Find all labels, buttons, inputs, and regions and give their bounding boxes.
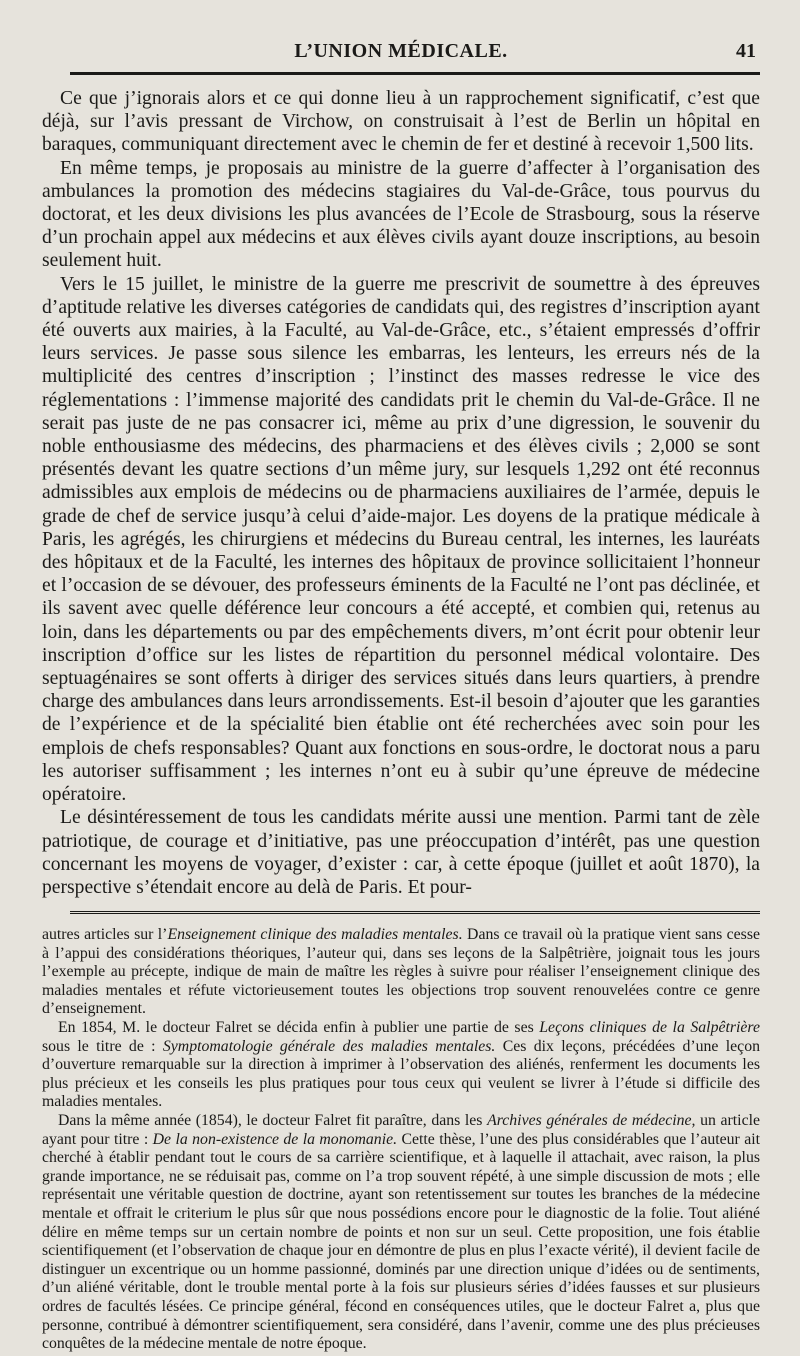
running-title: L’UNION MÉDICALE. [294, 40, 508, 62]
page-number: 41 [736, 40, 756, 62]
footnote-paragraph: Dans la même année (1854), le docteur Falret fit paraître, dans les Archives générales de médecine, un article ayant pour titre : De la non-existence de la monomanie. Cette thèse, l’une des plus considérables que l’auteur ait cherché à établir pendant tout le cours de sa carrière scientifique, et à laquelle il attachait, avec raison, la plus grande importance, ne se réduisait pas, comme on l’a trop souvent répété, à une simple discussion de mots ; elle représentait une véritable question de doctrine, ayant son retentissement sur toutes les branches de la médecine mentale et offrait le criterium le plus sûr que nous possédions encore pour le diagnostic de la folie. Tout aliéné délire en même temps sur un certain nombre de points et non sur un seul. Cette proposition, une fois établie scientifiquement (et l’observation de chaque jour en démontre de plus en plus l’exacte vérité), il devient facile de distinguer un excentrique ou un homme passionné, dominés par une direction unique d’idées ou de sentiments, d’un aliéné véritable, dont le trouble mental porte à la fois sur plusieurs séries d’idées fausses et sur plusieurs ordres de facultés lésées. Ce principe général, fécond en conséquences utiles, que le docteur Falret a, plus que personne, contribué à démontrer scientifiquement, sera considéré, dans l’avenir, comme une des plus précieuses conquêtes de la médecine mentale de notre époque. [42, 1112, 760, 1353]
footnote-section [42, 926, 760, 1354]
paragraph: En même temps, je proposais au ministre de la guerre d’affecter à l’organisation des ambulances la promotion des médecins stagiaires du Val-de-Grâce, tous pourvus du doctorat, et les deux divisions les plus avancées de l’Ecole de Strasbourg, sous la réserve d’un prochain appel aux médecins et aux élèves civils ayant douze inscriptions, au besoin seulement huit. [42, 157, 760, 272]
footnote-paragraph: En 1854, M. le docteur Falret se décida enfin à publier une partie de ses Leçons cliniques de la Salpêtrière sous le titre de : Symptomatologie générale des maladies mentales. Ces dix leçons, précédées d’une leçon d’ouverture remarquable sur la direction à imprimer à l’observation des aliénés, renferment les documents les plus précieux et les conseils les plus pratiques pour tous ceux qui veulent se livrer à l’étude si difficile des maladies mentales. [42, 1019, 760, 1111]
paragraph: Ce que j’ignorais alors et ce qui donne lieu à un rapprochement significatif, c’est que déjà, sur l’avis pressant de Virchow, on construisait à l’est de Berlin un hôpital en baraques, communiquant directement avec le chemin de fer et destiné à recevoir 1,500 lits. [42, 88, 760, 156]
footnote-paragraph: autres articles sur l’Enseignement clinique des maladies mentales. Dans ce travail où la pratique vient sans cesse à l’appui des considérations théoriques, l’auteur qui, dans ses leçons de la Salpêtrière, joignait tous les jours l’exemple au précepte, indique de main de maître les règles à suivre pour réaliser l’enseignement clinique des maladies mentales et réfute victorieusement toutes les objections trop souvent renouvelées contre ce genre d’enseignement. [42, 926, 760, 1018]
header-rule [70, 72, 760, 75]
paragraph: Vers le 15 juillet, le ministre de la guerre me prescrivit de soumettre à des épreuves d’aptitude relative les diverses catégories de candidats qui, des registres d’inscription ayant été ouverts aux mairies, à la Faculté, au Val-de-Grâce, etc., s’étaient empressés d’offrir leurs services. Je passe sous silence les embarras, les lenteurs, les erreurs nés de la multiplicité des centres d’inscription ; l’instinct des masses redresse le vice des réglementations : l’immense majorité des candidats prit le chemin du Val-de-Grâce. Il ne serait pas juste de ne pas consacrer ici, même au prix d’une digression, le souvenir du noble enthousiasme des médecins, des pharmaciens et des élèves civils ; 2,000 se sont présentés devant les quatre sections d’un même jury, sur lesquels 1,292 ont été reconnus admissibles aux emplois de médecins ou de pharmaciens auxiliaires de l’armée, depuis le grade de chef de service jusqu’à celui d’aide-major. Les doyens de la pratique médicale à Paris, les agrégés, les chirurgiens et médecins du Bureau central, les internes, les lauréats des hôpitaux et de la Faculté, les internes des hôpitaux de province sollicitaient l’honneur et l’occasion de se dévouer, des professeurs éminents de la Faculté ne l’ont pas déclinée, et ils savent avec quelle déférence leur concours a été accepté, et combien qui, retenus au loin, dans les départements ou par des empêchements divers, m’ont écrit pour obtenir leur inscription d’office sur les listes de répartition du personnel médical volontaire. Des septuagénaires se sont offerts à diriger des services situés dans leurs quartiers, à prendre charge des ambulances dans leurs arrondissements. Est-il besoin d’ajouter que les garanties de l’expérience et de la spécialité bien établie ont été recherchées avec soin pour les emplois de chefs responsables? Quant aux fonctions en sous-ordre, le doctorat nous a paru les autoriser suffisamment ; les internes n’ont eu à subir qu’une épreuve de médecine opératoire. [42, 273, 760, 806]
page-header [42, 34, 760, 68]
paragraph: Le désintéressement de tous les candidats mérite aussi une mention. Parmi tant de zèle patriotique, de courage et d’initiative, pas une préoccupation d’intérêt, pas une question concernant les moyens de voyager, d’exister : car, à cette époque (juillet et août 1870), la perspective s’étendait encore au delà de Paris. Et pour- [42, 807, 760, 898]
main-text [42, 87, 760, 899]
footnote-separator [70, 911, 760, 914]
